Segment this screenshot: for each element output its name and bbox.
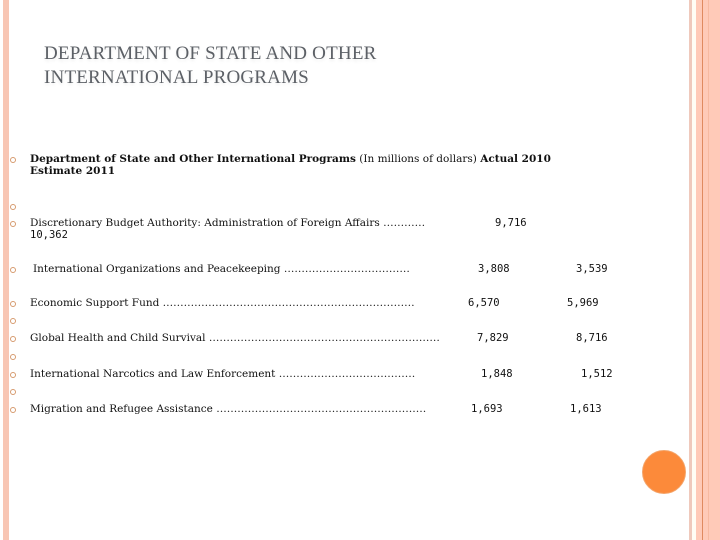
table-row — [30, 297, 415, 309]
row-leader: …………………………………………………… — [216, 403, 427, 415]
row-label: Global Health and Child Survival — [30, 332, 206, 344]
bullet-icon — [10, 336, 16, 342]
row-estimate-2011: 1,613 — [570, 403, 602, 415]
slide-title-line-1: DEPARTMENT OF STATE AND OTHER — [44, 43, 377, 64]
bullet-icon — [10, 389, 16, 395]
row-leader: ………… — [383, 217, 426, 229]
bullet-icon — [10, 267, 16, 273]
right-decorative-line-secondary — [708, 0, 709, 540]
row-actual-2010: 1,693 — [471, 403, 503, 415]
right-decorative-line — [702, 0, 703, 540]
row-label: Discretionary Budget Authority: Administration of Foreign Affairs — [30, 217, 380, 229]
row-leader: ……………………………… — [283, 263, 410, 275]
header-col-actual: Actual 2010 — [480, 153, 551, 165]
slide-title-line-2: INTERNATIONAL PROGRAMS — [44, 67, 309, 88]
row-estimate-2011: 8,716 — [576, 332, 608, 344]
row-leader: ……………………………………………………………… — [162, 297, 415, 309]
row-label: Economic Support Fund — [30, 297, 160, 309]
bullet-icon — [10, 204, 16, 210]
bullet-icon — [10, 354, 16, 360]
table-row — [33, 263, 410, 275]
row-label: International Narcotics and Law Enforcement — [30, 368, 276, 380]
slide-title — [44, 42, 377, 90]
table-row — [30, 368, 415, 380]
bullet-icon — [10, 372, 16, 378]
row-estimate-2011: 5,969 — [567, 297, 599, 309]
row-estimate-2011: 10,362 — [30, 229, 68, 241]
orange-circle-decoration-icon — [642, 450, 686, 494]
bullet-icon — [10, 157, 16, 163]
row-actual-2010: 6,570 — [468, 297, 500, 309]
header-units: (In millions of dollars) — [359, 153, 477, 165]
row-actual-2010: 3,808 — [478, 263, 510, 275]
bullet-icon — [10, 407, 16, 413]
row-actual-2010: 9,716 — [495, 217, 527, 229]
table-row — [30, 332, 440, 344]
table-row — [30, 217, 425, 229]
bullet-icon — [10, 301, 16, 307]
bullet-icon — [10, 221, 16, 227]
header-label: Department of State and Other International Programs — [30, 153, 356, 165]
row-label: International Organizations and Peacekeeping — [33, 263, 281, 275]
table-row — [30, 403, 426, 415]
row-estimate-2011: 1,512 — [581, 368, 613, 380]
bullet-icon — [10, 318, 16, 324]
table-header — [30, 153, 551, 165]
row-leader: ………………………………………………………… — [208, 332, 440, 344]
row-leader: ………………………………… — [278, 368, 416, 380]
header-col-estimate: Estimate 2011 — [30, 165, 116, 177]
row-estimate-2011: 3,539 — [576, 263, 608, 275]
row-actual-2010: 7,829 — [477, 332, 509, 344]
row-label: Migration and Refugee Assistance — [30, 403, 213, 415]
row-actual-2010: 1,848 — [481, 368, 513, 380]
left-decorative-bar — [3, 0, 9, 540]
